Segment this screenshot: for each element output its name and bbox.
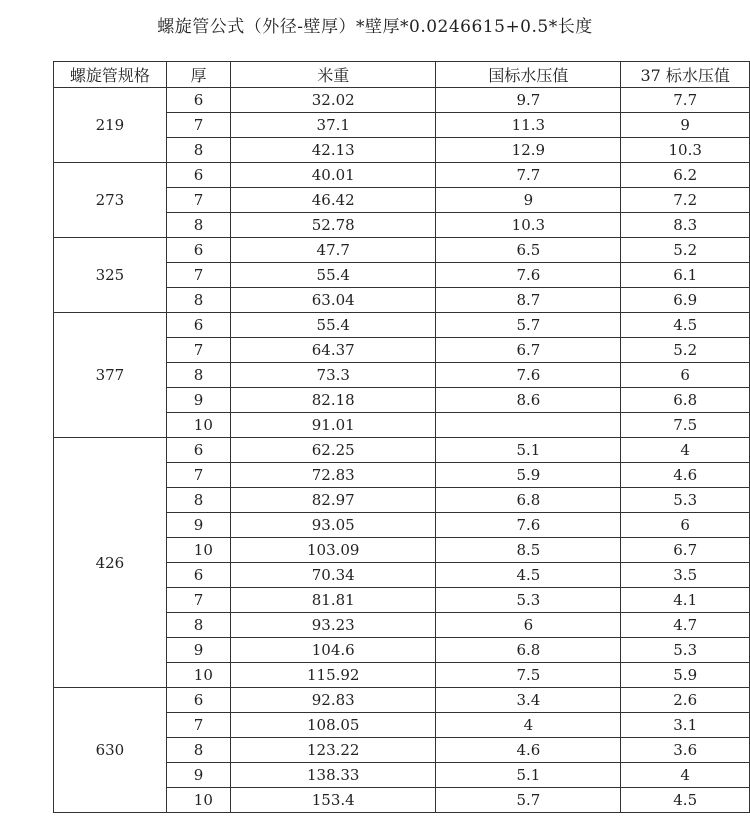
weight-cell: 93.23: [231, 613, 436, 638]
gb-pressure-cell: 5.1: [436, 763, 621, 788]
weight-cell: 108.05: [231, 713, 436, 738]
weight-cell: 115.92: [231, 663, 436, 688]
page-title: 螺旋管公式（外径-壁厚）*壁厚*0.0246615+0.5*长度: [157, 17, 593, 37]
header-37-pressure: 37 标水压值: [621, 62, 750, 88]
spec-cell: 426: [54, 438, 167, 688]
table-row: [54, 688, 750, 713]
table-row: [54, 238, 750, 263]
s37-pressure-cell: 4.7: [621, 613, 750, 638]
s37-pressure-cell: 5.2: [621, 238, 750, 263]
weight-cell: 72.83: [231, 463, 436, 488]
weight-cell: 82.18: [231, 388, 436, 413]
gb-pressure-cell: 11.3: [436, 113, 621, 138]
weight-cell: 138.33: [231, 763, 436, 788]
header-spec: 螺旋管规格: [54, 62, 167, 88]
s37-pressure-cell: 4.1: [621, 588, 750, 613]
weight-cell: 93.05: [231, 513, 436, 538]
gb-pressure-cell: 12.9: [436, 138, 621, 163]
gb-pressure-cell: 5.7: [436, 788, 621, 813]
spec-cell: 273: [54, 163, 167, 238]
s37-pressure-cell: 7.2: [621, 188, 750, 213]
thickness-cell: 7: [166, 713, 230, 738]
s37-pressure-cell: 4.5: [621, 788, 750, 813]
gb-pressure-cell: 8.5: [436, 538, 621, 563]
weight-cell: 42.13: [231, 138, 436, 163]
gb-pressure-cell: 4.5: [436, 563, 621, 588]
s37-pressure-cell: 7.7: [621, 88, 750, 113]
s37-pressure-cell: 8.3: [621, 213, 750, 238]
thickness-cell: 8: [166, 363, 230, 388]
gb-pressure-cell: 5.3: [436, 588, 621, 613]
gb-pressure-cell: 6.5: [436, 238, 621, 263]
table-row: [54, 88, 750, 113]
header-weight: 米重: [231, 62, 436, 88]
weight-cell: 37.1: [231, 113, 436, 138]
s37-pressure-cell: 4.5: [621, 313, 750, 338]
thickness-cell: 7: [166, 113, 230, 138]
weight-cell: 73.3: [231, 363, 436, 388]
table-header-row: [54, 62, 750, 88]
thickness-cell: 9: [166, 638, 230, 663]
header-thickness: 厚: [166, 62, 230, 88]
s37-pressure-cell: 6: [621, 363, 750, 388]
gb-pressure-cell: 3.4: [436, 688, 621, 713]
table-row: [54, 438, 750, 463]
s37-pressure-cell: 9: [621, 113, 750, 138]
gb-pressure-cell: 9: [436, 188, 621, 213]
s37-pressure-cell: 7.5: [621, 413, 750, 438]
thickness-cell: 6: [166, 313, 230, 338]
spec-cell: 377: [54, 313, 167, 438]
gb-pressure-cell: 4.6: [436, 738, 621, 763]
s37-pressure-cell: 2.6: [621, 688, 750, 713]
gb-pressure-cell: 5.9: [436, 463, 621, 488]
thickness-cell: 6: [166, 88, 230, 113]
weight-cell: 52.78: [231, 213, 436, 238]
thickness-cell: 6: [166, 563, 230, 588]
table-row: [54, 163, 750, 188]
thickness-cell: 10: [166, 413, 230, 438]
weight-cell: 55.4: [231, 313, 436, 338]
gb-pressure-cell: 8.6: [436, 388, 621, 413]
header-gb-pressure: 国标水压值: [436, 62, 621, 88]
weight-cell: 123.22: [231, 738, 436, 763]
s37-pressure-cell: 6.2: [621, 163, 750, 188]
thickness-cell: 7: [166, 263, 230, 288]
s37-pressure-cell: 4: [621, 763, 750, 788]
s37-pressure-cell: 3.5: [621, 563, 750, 588]
thickness-cell: 7: [166, 588, 230, 613]
gb-pressure-cell: 8.7: [436, 288, 621, 313]
gb-pressure-cell: 6.8: [436, 488, 621, 513]
gb-pressure-cell: 7.5: [436, 663, 621, 688]
thickness-cell: 6: [166, 163, 230, 188]
thickness-cell: 6: [166, 438, 230, 463]
weight-cell: 81.81: [231, 588, 436, 613]
thickness-cell: 7: [166, 463, 230, 488]
weight-cell: 63.04: [231, 288, 436, 313]
s37-pressure-cell: 5.3: [621, 638, 750, 663]
s37-pressure-cell: 6.9: [621, 288, 750, 313]
gb-pressure-cell: 7.6: [436, 263, 621, 288]
thickness-cell: 7: [166, 188, 230, 213]
gb-pressure-cell: [436, 413, 621, 438]
spec-cell: 630: [54, 688, 167, 813]
thickness-cell: 8: [166, 288, 230, 313]
thickness-cell: 6: [166, 688, 230, 713]
thickness-cell: 8: [166, 738, 230, 763]
s37-pressure-cell: 4: [621, 438, 750, 463]
thickness-cell: 9: [166, 513, 230, 538]
thickness-cell: 7: [166, 338, 230, 363]
s37-pressure-cell: 6.1: [621, 263, 750, 288]
s37-pressure-cell: 10.3: [621, 138, 750, 163]
s37-pressure-cell: 6: [621, 513, 750, 538]
gb-pressure-cell: 7.6: [436, 513, 621, 538]
thickness-cell: 8: [166, 138, 230, 163]
gb-pressure-cell: 4: [436, 713, 621, 738]
gb-pressure-cell: 5.1: [436, 438, 621, 463]
weight-cell: 70.34: [231, 563, 436, 588]
gb-pressure-cell: 6: [436, 613, 621, 638]
gb-pressure-cell: 5.7: [436, 313, 621, 338]
thickness-cell: 10: [166, 663, 230, 688]
weight-cell: 55.4: [231, 263, 436, 288]
gb-pressure-cell: 10.3: [436, 213, 621, 238]
thickness-cell: 8: [166, 488, 230, 513]
weight-cell: 92.83: [231, 688, 436, 713]
spec-cell: 325: [54, 238, 167, 313]
s37-pressure-cell: 6.8: [621, 388, 750, 413]
gb-pressure-cell: 6.7: [436, 338, 621, 363]
thickness-cell: 9: [166, 763, 230, 788]
weight-cell: 104.6: [231, 638, 436, 663]
gb-pressure-cell: 9.7: [436, 88, 621, 113]
s37-pressure-cell: 5.3: [621, 488, 750, 513]
weight-cell: 64.37: [231, 338, 436, 363]
thickness-cell: 10: [166, 538, 230, 563]
weight-cell: 103.09: [231, 538, 436, 563]
weight-cell: 32.02: [231, 88, 436, 113]
weight-cell: 91.01: [231, 413, 436, 438]
thickness-cell: 6: [166, 238, 230, 263]
table-row: [54, 313, 750, 338]
weight-cell: 47.7: [231, 238, 436, 263]
pipe-spec-table: [53, 61, 750, 813]
thickness-cell: 10: [166, 788, 230, 813]
weight-cell: 82.97: [231, 488, 436, 513]
gb-pressure-cell: 7.7: [436, 163, 621, 188]
thickness-cell: 8: [166, 613, 230, 638]
s37-pressure-cell: 5.9: [621, 663, 750, 688]
weight-cell: 62.25: [231, 438, 436, 463]
s37-pressure-cell: 6.7: [621, 538, 750, 563]
gb-pressure-cell: 7.6: [436, 363, 621, 388]
table-body: [54, 88, 750, 813]
gb-pressure-cell: 6.8: [436, 638, 621, 663]
thickness-cell: 8: [166, 213, 230, 238]
weight-cell: 46.42: [231, 188, 436, 213]
s37-pressure-cell: 3.1: [621, 713, 750, 738]
s37-pressure-cell: 5.2: [621, 338, 750, 363]
thickness-cell: 9: [166, 388, 230, 413]
weight-cell: 40.01: [231, 163, 436, 188]
s37-pressure-cell: 4.6: [621, 463, 750, 488]
spec-cell: 219: [54, 88, 167, 163]
weight-cell: 153.4: [231, 788, 436, 813]
s37-pressure-cell: 3.6: [621, 738, 750, 763]
